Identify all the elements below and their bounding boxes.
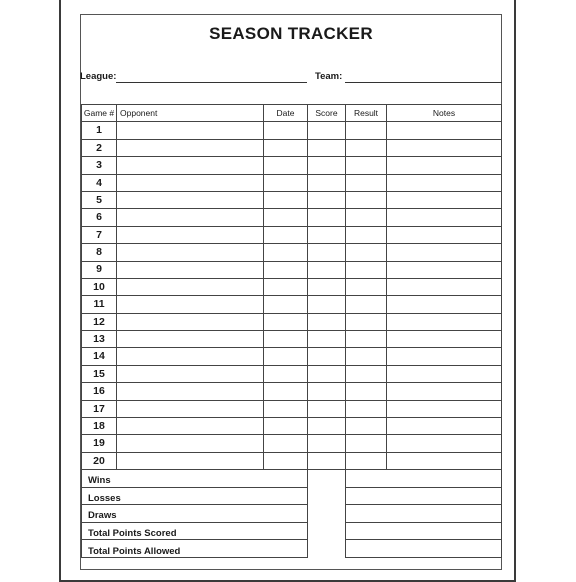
summary-value-row bbox=[346, 470, 502, 488]
game-number: 5 bbox=[82, 191, 117, 208]
result-cell[interactable] bbox=[346, 174, 387, 191]
game-number: 2 bbox=[82, 139, 117, 156]
score-cell[interactable] bbox=[308, 122, 346, 139]
date-cell[interactable] bbox=[264, 157, 308, 174]
game-number: 3 bbox=[82, 157, 117, 174]
date-cell[interactable] bbox=[264, 191, 308, 208]
game-number: 4 bbox=[82, 174, 117, 191]
date-cell[interactable] bbox=[264, 313, 308, 330]
summary-label: Wins bbox=[82, 470, 308, 488]
team-label: Team: bbox=[315, 71, 343, 82]
date-cell[interactable] bbox=[264, 331, 308, 348]
result-cell[interactable] bbox=[346, 383, 387, 400]
table-row bbox=[82, 157, 502, 174]
opponent-cell[interactable] bbox=[117, 296, 264, 313]
date-cell[interactable] bbox=[264, 261, 308, 278]
table-row bbox=[82, 278, 502, 295]
page-title: SEASON TRACKER bbox=[209, 24, 373, 43]
score-cell[interactable] bbox=[308, 139, 346, 156]
notes-cell[interactable] bbox=[387, 452, 502, 469]
date-cell[interactable] bbox=[264, 244, 308, 261]
notes-cell[interactable] bbox=[387, 435, 502, 452]
score-cell[interactable] bbox=[308, 348, 346, 365]
score-cell[interactable] bbox=[308, 313, 346, 330]
team-input-line[interactable] bbox=[345, 82, 502, 83]
score-cell[interactable] bbox=[308, 157, 346, 174]
game-number: 12 bbox=[82, 313, 117, 330]
summary-value-row bbox=[346, 522, 502, 540]
result-cell[interactable] bbox=[346, 418, 387, 435]
opponent-cell[interactable] bbox=[117, 435, 264, 452]
date-cell[interactable] bbox=[264, 122, 308, 139]
notes-cell[interactable] bbox=[387, 226, 502, 243]
result-cell[interactable] bbox=[346, 122, 387, 139]
score-cell[interactable] bbox=[308, 261, 346, 278]
opponent-cell[interactable] bbox=[117, 313, 264, 330]
opponent-cell[interactable] bbox=[117, 452, 264, 469]
game-number: 1 bbox=[82, 122, 117, 139]
header-game-number: Game # bbox=[82, 105, 117, 122]
table-row bbox=[82, 435, 502, 452]
summary-label: Total Points Allowed bbox=[82, 540, 308, 558]
date-cell[interactable] bbox=[264, 278, 308, 295]
result-cell[interactable] bbox=[346, 209, 387, 226]
date-cell[interactable] bbox=[264, 209, 308, 226]
score-cell[interactable] bbox=[308, 383, 346, 400]
game-number: 14 bbox=[82, 348, 117, 365]
summary-values-table bbox=[345, 469, 502, 558]
opponent-cell[interactable] bbox=[117, 244, 264, 261]
result-cell[interactable] bbox=[346, 365, 387, 382]
header-opponent: Opponent bbox=[117, 105, 264, 122]
table-row bbox=[82, 400, 502, 417]
result-cell[interactable] bbox=[346, 348, 387, 365]
summary-value-row bbox=[346, 505, 502, 523]
summary-row bbox=[82, 522, 308, 540]
date-cell[interactable] bbox=[264, 418, 308, 435]
summary-row bbox=[82, 487, 308, 505]
notes-cell[interactable] bbox=[387, 261, 502, 278]
summary-row bbox=[82, 505, 308, 523]
opponent-cell[interactable] bbox=[117, 383, 264, 400]
summary-value-cell[interactable] bbox=[346, 522, 502, 540]
table-row bbox=[82, 365, 502, 382]
table-row bbox=[82, 313, 502, 330]
result-cell[interactable] bbox=[346, 226, 387, 243]
table-row bbox=[82, 452, 502, 469]
summary-value-cell[interactable] bbox=[346, 540, 502, 558]
game-number: 8 bbox=[82, 244, 117, 261]
score-cell[interactable] bbox=[308, 244, 346, 261]
result-cell[interactable] bbox=[346, 435, 387, 452]
summary-label: Draws bbox=[82, 505, 308, 523]
table-row bbox=[82, 139, 502, 156]
score-cell[interactable] bbox=[308, 418, 346, 435]
game-number: 20 bbox=[82, 452, 117, 469]
header-notes: Notes bbox=[387, 105, 502, 122]
notes-cell[interactable] bbox=[387, 139, 502, 156]
games-table bbox=[81, 104, 502, 470]
notes-cell[interactable] bbox=[387, 209, 502, 226]
game-number: 9 bbox=[82, 261, 117, 278]
game-number: 15 bbox=[82, 365, 117, 382]
notes-cell[interactable] bbox=[387, 244, 502, 261]
result-cell[interactable] bbox=[346, 278, 387, 295]
notes-cell[interactable] bbox=[387, 418, 502, 435]
notes-cell[interactable] bbox=[387, 383, 502, 400]
header-score: Score bbox=[308, 105, 346, 122]
game-number: 13 bbox=[82, 331, 117, 348]
summary-value-cell[interactable] bbox=[346, 505, 502, 523]
notes-cell[interactable] bbox=[387, 348, 502, 365]
table-row bbox=[82, 174, 502, 191]
result-cell[interactable] bbox=[346, 296, 387, 313]
notes-cell[interactable] bbox=[387, 400, 502, 417]
result-cell[interactable] bbox=[346, 261, 387, 278]
date-cell[interactable] bbox=[264, 365, 308, 382]
table-row bbox=[82, 209, 502, 226]
date-cell[interactable] bbox=[264, 348, 308, 365]
date-cell[interactable] bbox=[264, 174, 308, 191]
score-cell[interactable] bbox=[308, 226, 346, 243]
opponent-cell[interactable] bbox=[117, 191, 264, 208]
table-row bbox=[82, 122, 502, 139]
opponent-cell[interactable] bbox=[117, 278, 264, 295]
score-cell[interactable] bbox=[308, 209, 346, 226]
summary-value-cell[interactable] bbox=[346, 470, 502, 488]
score-cell[interactable] bbox=[308, 400, 346, 417]
table-row bbox=[82, 348, 502, 365]
game-number: 10 bbox=[82, 278, 117, 295]
date-cell[interactable] bbox=[264, 139, 308, 156]
table-row bbox=[82, 418, 502, 435]
notes-cell[interactable] bbox=[387, 191, 502, 208]
game-number: 7 bbox=[82, 226, 117, 243]
summary-label: Total Points Scored bbox=[82, 522, 308, 540]
date-cell[interactable] bbox=[264, 400, 308, 417]
summary-row bbox=[82, 470, 308, 488]
game-number: 19 bbox=[82, 435, 117, 452]
result-cell[interactable] bbox=[346, 244, 387, 261]
summary-value-row bbox=[346, 540, 502, 558]
date-cell[interactable] bbox=[264, 296, 308, 313]
opponent-cell[interactable] bbox=[117, 209, 264, 226]
opponent-cell[interactable] bbox=[117, 418, 264, 435]
notes-cell[interactable] bbox=[387, 296, 502, 313]
opponent-cell[interactable] bbox=[117, 348, 264, 365]
notes-cell[interactable] bbox=[387, 157, 502, 174]
table-row bbox=[82, 191, 502, 208]
notes-cell[interactable] bbox=[387, 122, 502, 139]
date-cell[interactable] bbox=[264, 435, 308, 452]
opponent-cell[interactable] bbox=[117, 157, 264, 174]
table-row bbox=[82, 226, 502, 243]
date-cell[interactable] bbox=[264, 452, 308, 469]
game-number: 18 bbox=[82, 418, 117, 435]
date-cell[interactable] bbox=[264, 226, 308, 243]
header-result: Result bbox=[346, 105, 387, 122]
notes-cell[interactable] bbox=[387, 365, 502, 382]
date-cell[interactable] bbox=[264, 383, 308, 400]
score-cell[interactable] bbox=[308, 435, 346, 452]
game-number: 16 bbox=[82, 383, 117, 400]
table-row bbox=[82, 383, 502, 400]
result-cell[interactable] bbox=[346, 139, 387, 156]
opponent-cell[interactable] bbox=[117, 139, 264, 156]
result-cell[interactable] bbox=[346, 400, 387, 417]
opponent-cell[interactable] bbox=[117, 400, 264, 417]
opponent-cell[interactable] bbox=[117, 122, 264, 139]
table-row bbox=[82, 261, 502, 278]
notes-cell[interactable] bbox=[387, 331, 502, 348]
opponent-cell[interactable] bbox=[117, 261, 264, 278]
summary-value-row bbox=[346, 487, 502, 505]
league-label: League: bbox=[80, 71, 117, 82]
summary-table bbox=[81, 469, 308, 558]
result-cell[interactable] bbox=[346, 191, 387, 208]
score-cell[interactable] bbox=[308, 331, 346, 348]
table-header-row bbox=[82, 105, 502, 122]
result-cell[interactable] bbox=[346, 331, 387, 348]
score-cell[interactable] bbox=[308, 174, 346, 191]
opponent-cell[interactable] bbox=[117, 331, 264, 348]
score-cell[interactable] bbox=[308, 296, 346, 313]
notes-cell[interactable] bbox=[387, 174, 502, 191]
score-cell[interactable] bbox=[308, 365, 346, 382]
notes-cell[interactable] bbox=[387, 313, 502, 330]
header-date: Date bbox=[264, 105, 308, 122]
opponent-cell[interactable] bbox=[117, 174, 264, 191]
opponent-cell[interactable] bbox=[117, 365, 264, 382]
result-cell[interactable] bbox=[346, 452, 387, 469]
game-number: 11 bbox=[82, 296, 117, 313]
table-row bbox=[82, 296, 502, 313]
score-cell[interactable] bbox=[308, 191, 346, 208]
notes-cell[interactable] bbox=[387, 278, 502, 295]
result-cell[interactable] bbox=[346, 313, 387, 330]
score-cell[interactable] bbox=[308, 278, 346, 295]
score-cell[interactable] bbox=[308, 452, 346, 469]
result-cell[interactable] bbox=[346, 157, 387, 174]
summary-value-cell[interactable] bbox=[346, 487, 502, 505]
league-input-line[interactable] bbox=[116, 82, 307, 83]
game-number: 17 bbox=[82, 400, 117, 417]
table-row bbox=[82, 244, 502, 261]
game-number: 6 bbox=[82, 209, 117, 226]
table-row bbox=[82, 331, 502, 348]
summary-row bbox=[82, 540, 308, 558]
summary-label: Losses bbox=[82, 487, 308, 505]
opponent-cell[interactable] bbox=[117, 226, 264, 243]
